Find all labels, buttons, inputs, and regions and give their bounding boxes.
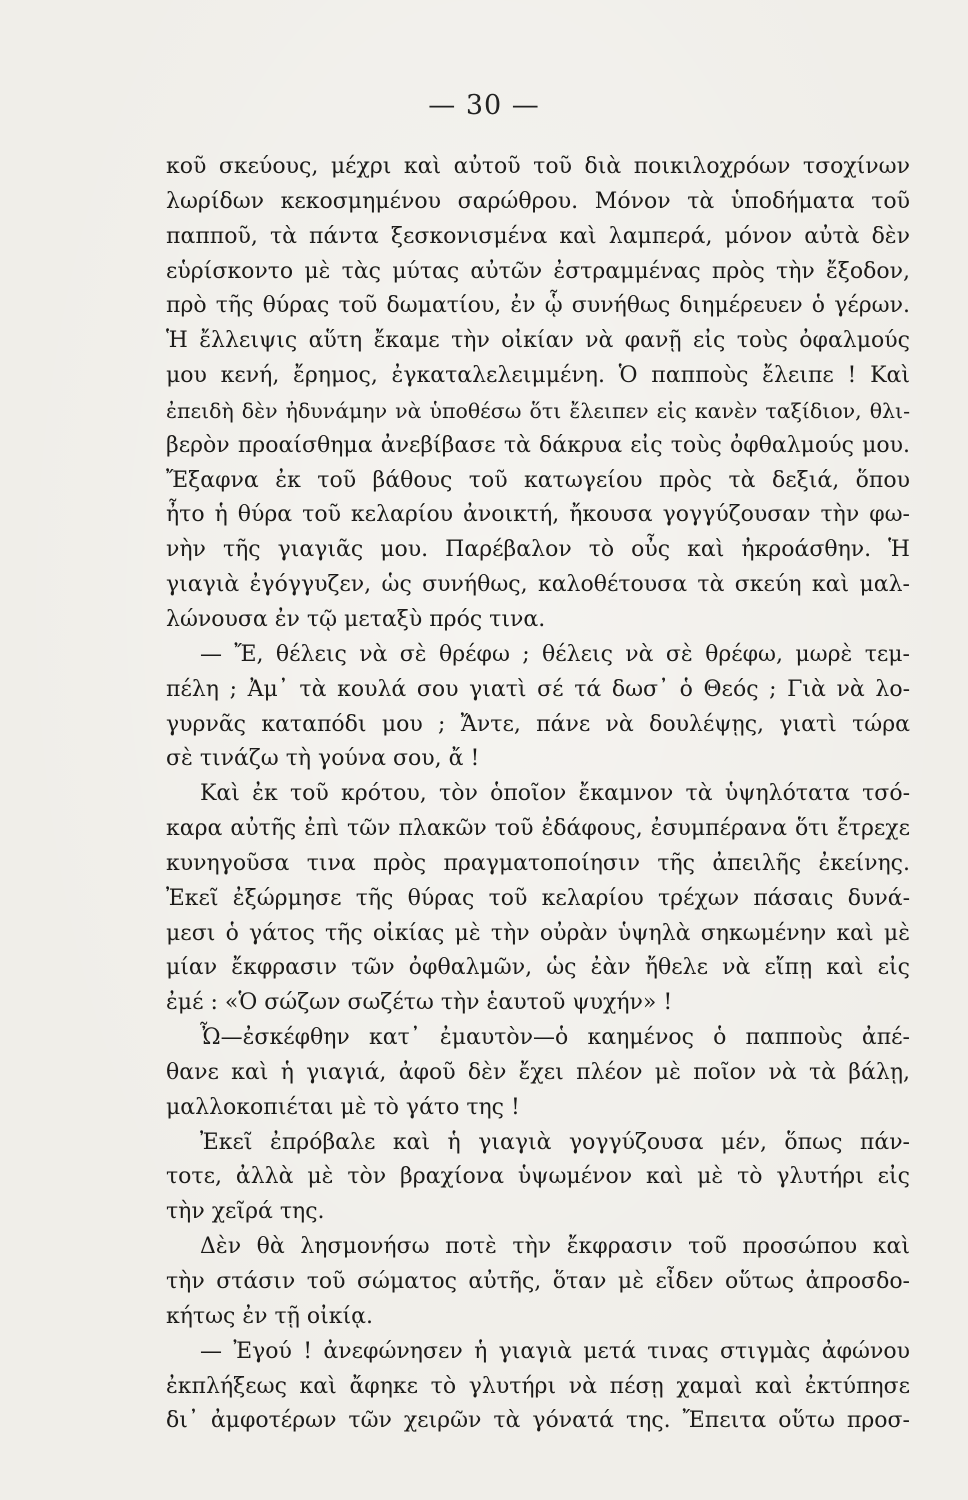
page-number: — 30 — — [428, 90, 540, 121]
text-line: Ἡ ἔλλειψις αὕτη ἔκαμε τὴν οἰκίαν νὰ φανῇ εἰς τοὺς ὀφαλμούς — [166, 328, 910, 354]
text-line: γιαγιὰ ἐγόγγυζεν, ὡς συνήθως, καλοθέτουσα τὰ σκεύη καὶ μαλ- — [166, 572, 910, 598]
text-line: Ἐκεῖ ἐξώρμησε τῆς θύρας τοῦ κελαρίου τρέχων πάσαις δυνά- — [166, 885, 910, 911]
text-line: τὴν χεῖρά της. — [166, 1199, 325, 1225]
body-text — [166, 150, 910, 1439]
text-line: Ἔξαφνα ἐκ τοῦ βάθους τοῦ κατωγείου πρὸς τὰ δεξιά, ὅπου — [166, 467, 910, 493]
text-line: — Ἐγού ! ἀνεφώνησεν ἡ γιαγιὰ μετά τινας στιγμὰς ἀφώνου — [200, 1338, 910, 1364]
text-line: εὑρίσκοντο μὲ τὰς μύτας αὐτῶν ἐστραμμένας πρὸς τὴν ἔξοδον, — [166, 258, 910, 284]
text-line: λωρίδων κεκοσμημένου σαρώθρου. Μόνον τὰ ὑποδήματα τοῦ — [166, 188, 910, 214]
text-line: ἐκπλήξεως καὶ ἄφηκε τὸ γλυτήρι νὰ πέσῃ χαμαὶ καὶ ἐκτύπησε — [166, 1373, 910, 1399]
text-line: Καὶ ἐκ τοῦ κρότου, τὸν ὁποῖον ἔκαμνον τὰ ὑψηλότατα τσό- — [200, 781, 910, 807]
text-line: μου κενή, ἔρημος, ἐγκαταλελειμμένη. Ὁ παπποὺς ἔλειπε ! Καὶ — [166, 363, 910, 389]
text-line: μίαν ἔκφρασιν τῶν ὀφθαλμῶν, ὡς ἐὰν ἤθελε νὰ εἴπῃ καὶ εἰς — [166, 955, 910, 981]
text-line: βερὸν προαίσθημα ἀνεβίβασε τὰ δάκρυα εἰς τοὺς ὀφθαλμούς μου. — [166, 432, 910, 458]
text-line: πρὸ τῆς θύρας τοῦ δωματίου, ἐν ᾧ συνήθως διημέρευεν ὁ γέρων. — [166, 293, 910, 319]
text-line: ἐμέ : «Ὁ σώζων σωζέτω τὴν ἑαυτοῦ ψυχήν» ! — [166, 990, 673, 1016]
text-line: τοτε, ἀλλὰ μὲ τὸν βραχίονα ὑψωμένον καὶ μὲ τὸ γλυτήρι εἰς — [166, 1164, 910, 1190]
text-line: κήτως ἐν τῇ οἰκίᾳ. — [166, 1303, 373, 1329]
text-line: μεσι ὁ γάτος τῆς οἰκίας μὲ τὴν οὐρὰν ὑψηλὰ σηκωμένην καὶ μὲ — [166, 920, 910, 946]
text-line: καρα αὐτῆς ἐπὶ τῶν πλακῶν τοῦ ἐδάφους, ἐσυμπέρανα ὅτι ἔτρεχε — [166, 816, 910, 842]
text-line: δι᾿ ἀμφοτέρων τῶν χειρῶν τὰ γόνατά της. Ἔπειτα οὕτω προσ- — [166, 1408, 910, 1434]
text-line: πέλη ; Ἀμ᾿ τὰ κουλά σου γιατὶ σέ τά δωσ᾿ ὁ Θεός ; Γιὰ νὰ λο- — [166, 676, 910, 702]
text-line: ἐπειδὴ δὲν ἠδυνάμην νὰ ὑποθέσω ὅτι ἔλειπεν εἰς κανὲν ταξίδιον, θλι- — [166, 398, 910, 423]
text-line: Δὲν θὰ λησμονήσω ποτὲ τὴν ἔκφρασιν τοῦ προσώπου καὶ — [200, 1234, 910, 1260]
text-line: γυρνᾶς καταπόδι μου ; Ἄντε, πάνε νὰ δουλέψῃς, γιατὶ τώρα — [166, 711, 910, 737]
text-line: νὴν τῆς γιαγιᾶς μου. Παρέβαλον τὸ οὖς καὶ ἠκροάσθην. Ἡ — [166, 537, 910, 563]
text-line: μαλλοκοπιέται μὲ τὸ γάτο της ! — [166, 1094, 520, 1120]
text-line: — Ἔ, θέλεις νὰ σὲ θρέφω ; θέλεις νὰ σὲ θρέφω, μωρὲ τεμ- — [200, 641, 910, 667]
text-line: Ἐκεῖ ἐπρόβαλε καὶ ἡ γιαγιὰ γογγύζουσα μέν, ὅπως πάν- — [200, 1129, 910, 1155]
text-line: Ὦ—ἐσκέφθην κατ᾿ ἐμαυτὸν—ὁ καημένος ὁ παπποὺς ἀπέ- — [200, 1025, 910, 1051]
text-line: κοῦ σκεύους, μέχρι καὶ αὐτοῦ τοῦ διὰ ποικιλοχρόων τσοχίνων — [166, 154, 910, 179]
text-line: τὴν στάσιν τοῦ σώματος αὐτῆς, ὅταν μὲ εἶδεν οὕτως ἀπροσδο- — [166, 1269, 910, 1294]
text-line: παπποῦ, τὰ πάντα ξεσκονισμένα καὶ λαμπερά, μόνον αὐτὰ δὲν — [166, 223, 910, 249]
text-line: λώνουσα ἐν τῷ μεταξὺ πρός τινα. — [166, 606, 546, 632]
text-line: κυνηγοῦσα τινα πρὸς πραγματοποίησιν τῆς ἀπειλῆς ἐκείνης. — [166, 850, 910, 876]
text-line: ἦτο ἡ θύρα τοῦ κελαρίου ἀνοικτή, ἤκουσα γογγύζουσαν τὴν φω- — [166, 502, 910, 528]
text-line: θανε καὶ ἡ γιαγιά, ἀφοῦ δὲν ἔχει πλέον μὲ ποῖον νὰ τὰ βάλῃ, — [166, 1059, 910, 1085]
text-line: σὲ τινάζω τὴ γούνα σου, ἄ ! — [166, 746, 480, 772]
